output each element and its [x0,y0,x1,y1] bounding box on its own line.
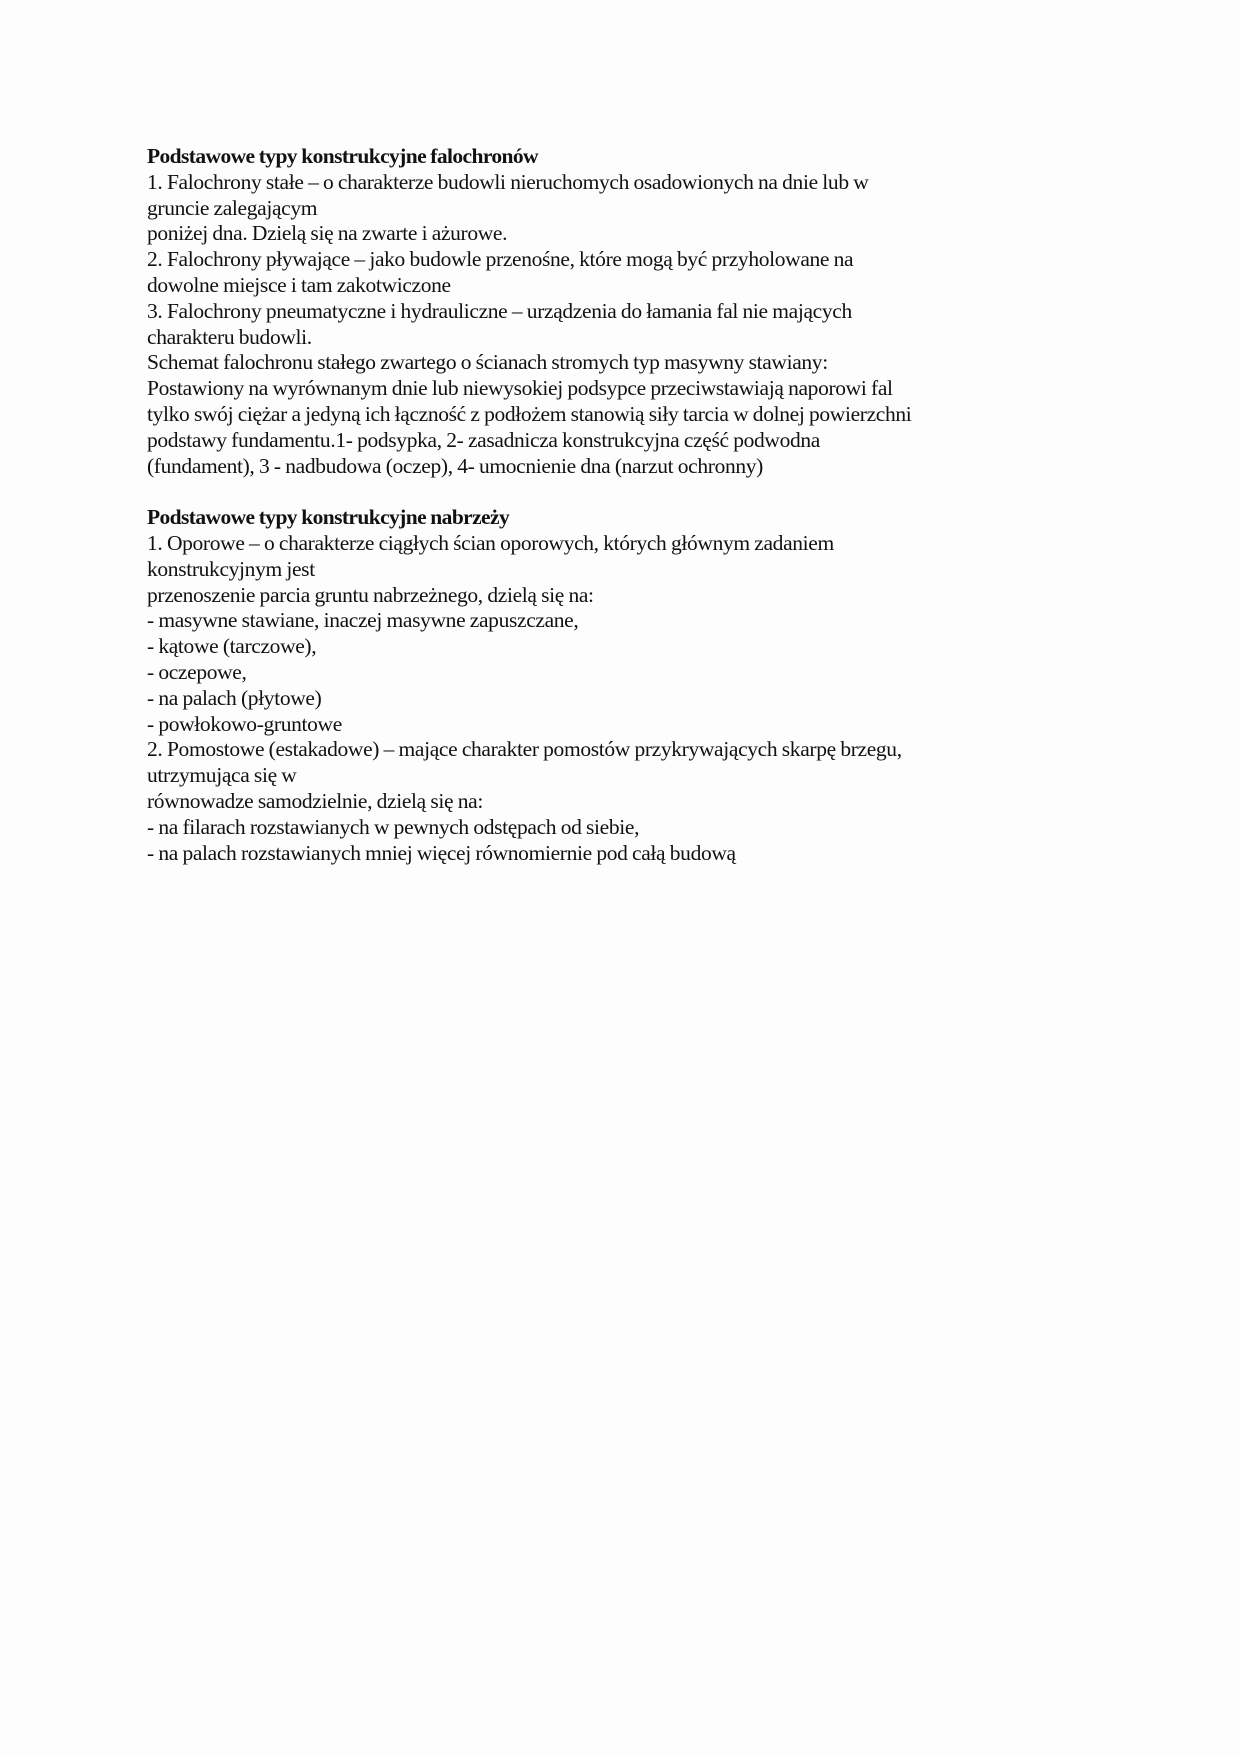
list-item: - na palach (płytowe) [147,685,322,710]
section-heading: Podstawowe typy konstrukcyjne nabrzeży [147,505,510,530]
text-line: 3. Falochrony pneumatyczne i hydrauliczne – urządzenia do łamania fal nie mających [147,298,852,323]
text-line: gruncie zalegającym [147,195,318,220]
text-line: tylko swój ciężar a jedyną ich łączność z podłożem stanowią siły tarcia w dolnej powierzchni [147,401,912,426]
text-line: utrzymująca się w [147,763,297,788]
text-line: 1. Falochrony stałe – o charakterze budowli nieruchomych osadowionych na dnie lub w [147,169,869,194]
text-line: dowolne miejsce i tam zakotwiczone [147,272,451,297]
section-quays [147,505,1107,866]
text-line: Schemat falochronu stałego zwartego o ścianach stromych typ masywny stawiany: [147,350,828,375]
list-item: - na palach rozstawianych mniej więcej równomiernie pod całą budową [147,840,736,865]
text-line: przenoszenie parcia gruntu nabrzeżnego, dzielą się na: [147,582,594,607]
text-line: podstawy fundamentu.1- podsypka, 2- zasadnicza konstrukcyjna część podwodna [147,427,820,452]
text-line: poniżej dna. Dzielą się na zwarte i ażurowe. [147,221,508,246]
document-page [147,144,1107,866]
text-line: charakteru budowli. [147,324,312,349]
text-line: 2. Falochrony pływające – jako budowle przenośne, które mogą być przyholowane na [147,247,854,272]
section-heading: Podstawowe typy konstrukcyjne falochronów [147,144,538,168]
text-line: Postawiony na wyrównanym dnie lub niewysokiej podsypce przeciwstawiają naporowi fal [147,376,893,401]
text-line: równowadze samodzielnie, dzielą się na: [147,788,483,813]
text-line: 1. Oporowe – o charakterze ciągłych ścian oporowych, których głównym zadaniem [147,530,834,555]
text-line: (fundament), 3 - nadbudowa (oczep), 4- umocnienie dna (narzut ochronny) [147,453,763,478]
list-item: - na filarach rozstawianych w pewnych odstępach od siebie, [147,814,640,839]
list-item: - kątowe (tarczowe), [147,634,317,659]
list-item: - oczepowe, [147,659,247,684]
list-item: - masywne stawiane, inaczej masywne zapuszczane, [147,608,579,633]
section-breakwaters [147,144,1107,479]
paragraph-spacer [147,479,1107,505]
text-line: konstrukcyjnym jest [147,556,315,581]
text-line: 2. Pomostowe (estakadowe) – mające charakter pomostów przykrywających skarpę brzegu, [147,737,902,762]
list-item: - powłokowo-gruntowe [147,711,342,736]
